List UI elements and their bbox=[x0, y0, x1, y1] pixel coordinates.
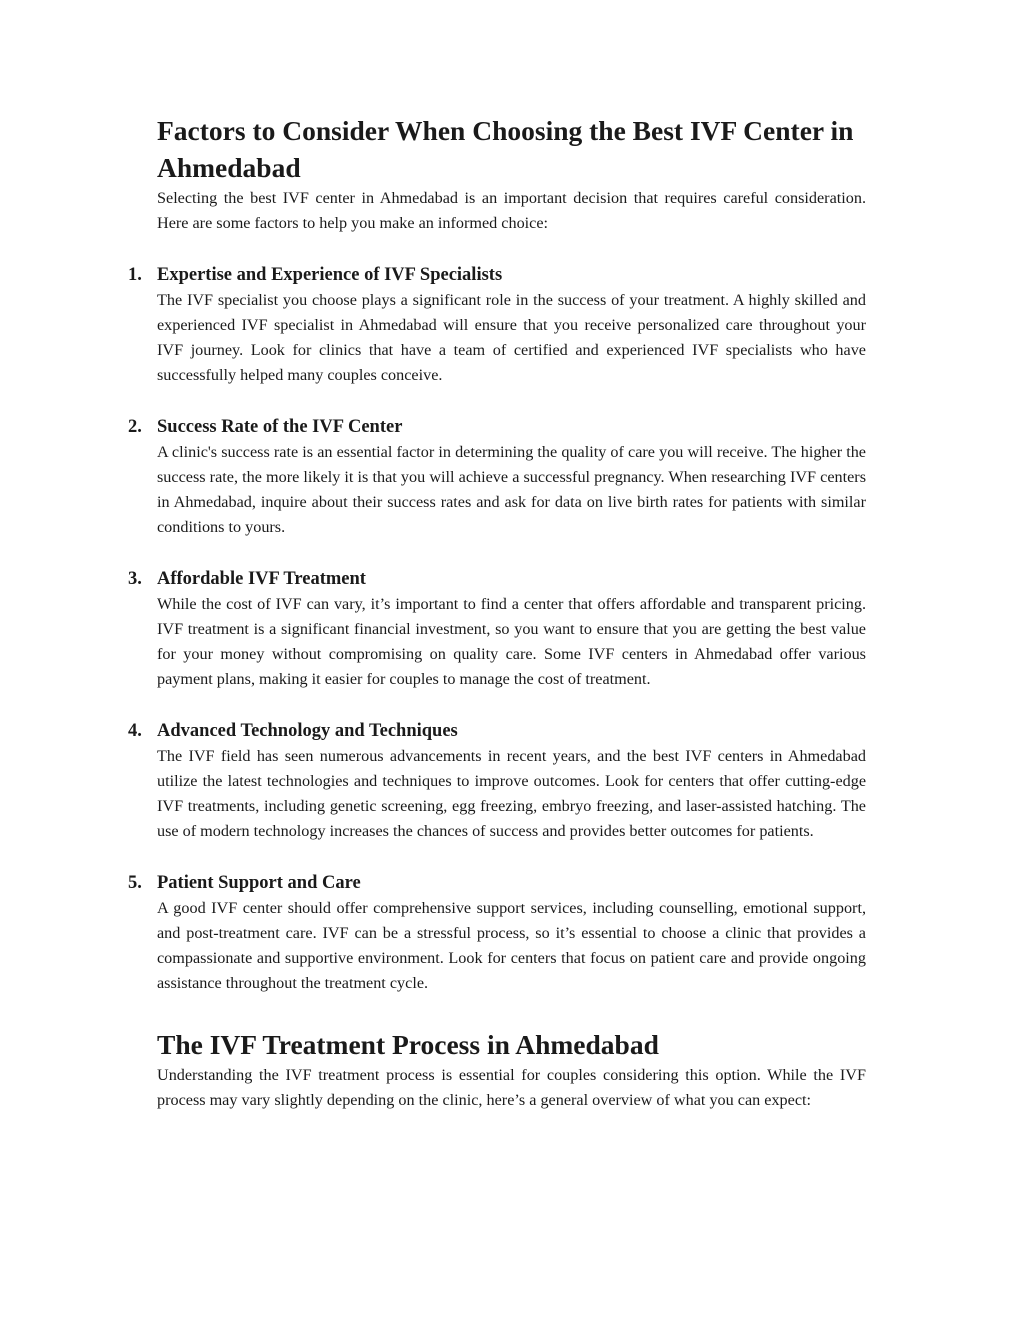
item-heading-row bbox=[128, 719, 866, 744]
item-number: 2. bbox=[128, 417, 142, 437]
item-heading-row bbox=[128, 415, 866, 440]
list-item bbox=[128, 719, 866, 844]
factors-list bbox=[128, 263, 866, 996]
item-heading-row bbox=[128, 871, 866, 896]
item-number: 5. bbox=[128, 873, 142, 893]
section-factors bbox=[128, 112, 866, 996]
item-heading-row bbox=[128, 263, 866, 288]
section-intro: Understanding the IVF treatment process is essential for couples considering this option. While the IVF process may vary slightly depending on the clinic, here’s a general overview of what you can expect: bbox=[157, 1066, 866, 1109]
list-item bbox=[128, 871, 866, 996]
item-heading: Expertise and Experience of IVF Specialists bbox=[157, 265, 503, 285]
item-number: 4. bbox=[128, 721, 142, 741]
section-title: The IVF Treatment Process in Ahmedabad bbox=[157, 1029, 659, 1060]
list-item bbox=[128, 263, 866, 388]
list-item bbox=[128, 567, 866, 692]
list-item bbox=[128, 415, 866, 540]
item-number: 1. bbox=[128, 265, 142, 285]
item-heading: Success Rate of the IVF Center bbox=[157, 417, 403, 437]
document-page bbox=[128, 112, 866, 1113]
item-body: A good IVF center should offer comprehensive support services, including counselling, emotional support, and post-treatment care. IVF can be a stressful process, so it’s essential to choose a clinic that provides a compassionate and supportive environment. Look for centers that focus on patient care and provide ongoing assistance throughout the treatment cycle. bbox=[157, 899, 866, 992]
item-heading: Patient Support and Care bbox=[157, 873, 361, 893]
item-heading: Advanced Technology and Techniques bbox=[157, 721, 458, 741]
section-title: Factors to Consider When Choosing the Best IVF Center in Ahmedabad bbox=[157, 115, 854, 183]
item-heading-row bbox=[128, 567, 866, 592]
item-number: 3. bbox=[128, 569, 142, 589]
item-body: A clinic's success rate is an essential factor in determining the quality of care you will receive. The higher the success rate, the more likely it is that you will achieve a successful pregnancy. When researching IVF centers in Ahmedabad, inquire about their success rates and ask for data on live birth rates for patients with similar conditions to yours. bbox=[157, 443, 866, 536]
item-body: The IVF specialist you choose plays a significant role in the success of your treatment. A highly skilled and experienced IVF specialist in Ahmedabad will ensure that you receive personalized care throughout your IVF journey. Look for clinics that have a team of certified and experienced IVF specialists who have successfully helped many couples conceive. bbox=[157, 291, 866, 384]
item-heading: Affordable IVF Treatment bbox=[157, 569, 366, 589]
item-body: The IVF field has seen numerous advancements in recent years, and the best IVF centers in Ahmedabad utilize the latest technologies and techniques to improve outcomes. Look for centers that offer cutting-edge IVF treatments, including genetic screening, egg freezing, embryo freezing, and laser-assisted hatching. The use of modern technology increases the chances of success and provides better outcomes for patients. bbox=[157, 747, 866, 840]
item-body: While the cost of IVF can vary, it’s important to find a center that offers affordable and transparent pricing. IVF treatment is a significant financial investment, so you want to ensure that you are getting the best value for your money without compromising on quality care. Some IVF centers in Ahmedabad offer various payment plans, making it easier for couples to manage the cost of treatment. bbox=[157, 595, 866, 688]
section-treatment-process bbox=[157, 1026, 866, 1113]
section-intro: Selecting the best IVF center in Ahmedabad is an important decision that requires careful consideration. Here are some factors to help you make an informed choice: bbox=[157, 189, 866, 232]
